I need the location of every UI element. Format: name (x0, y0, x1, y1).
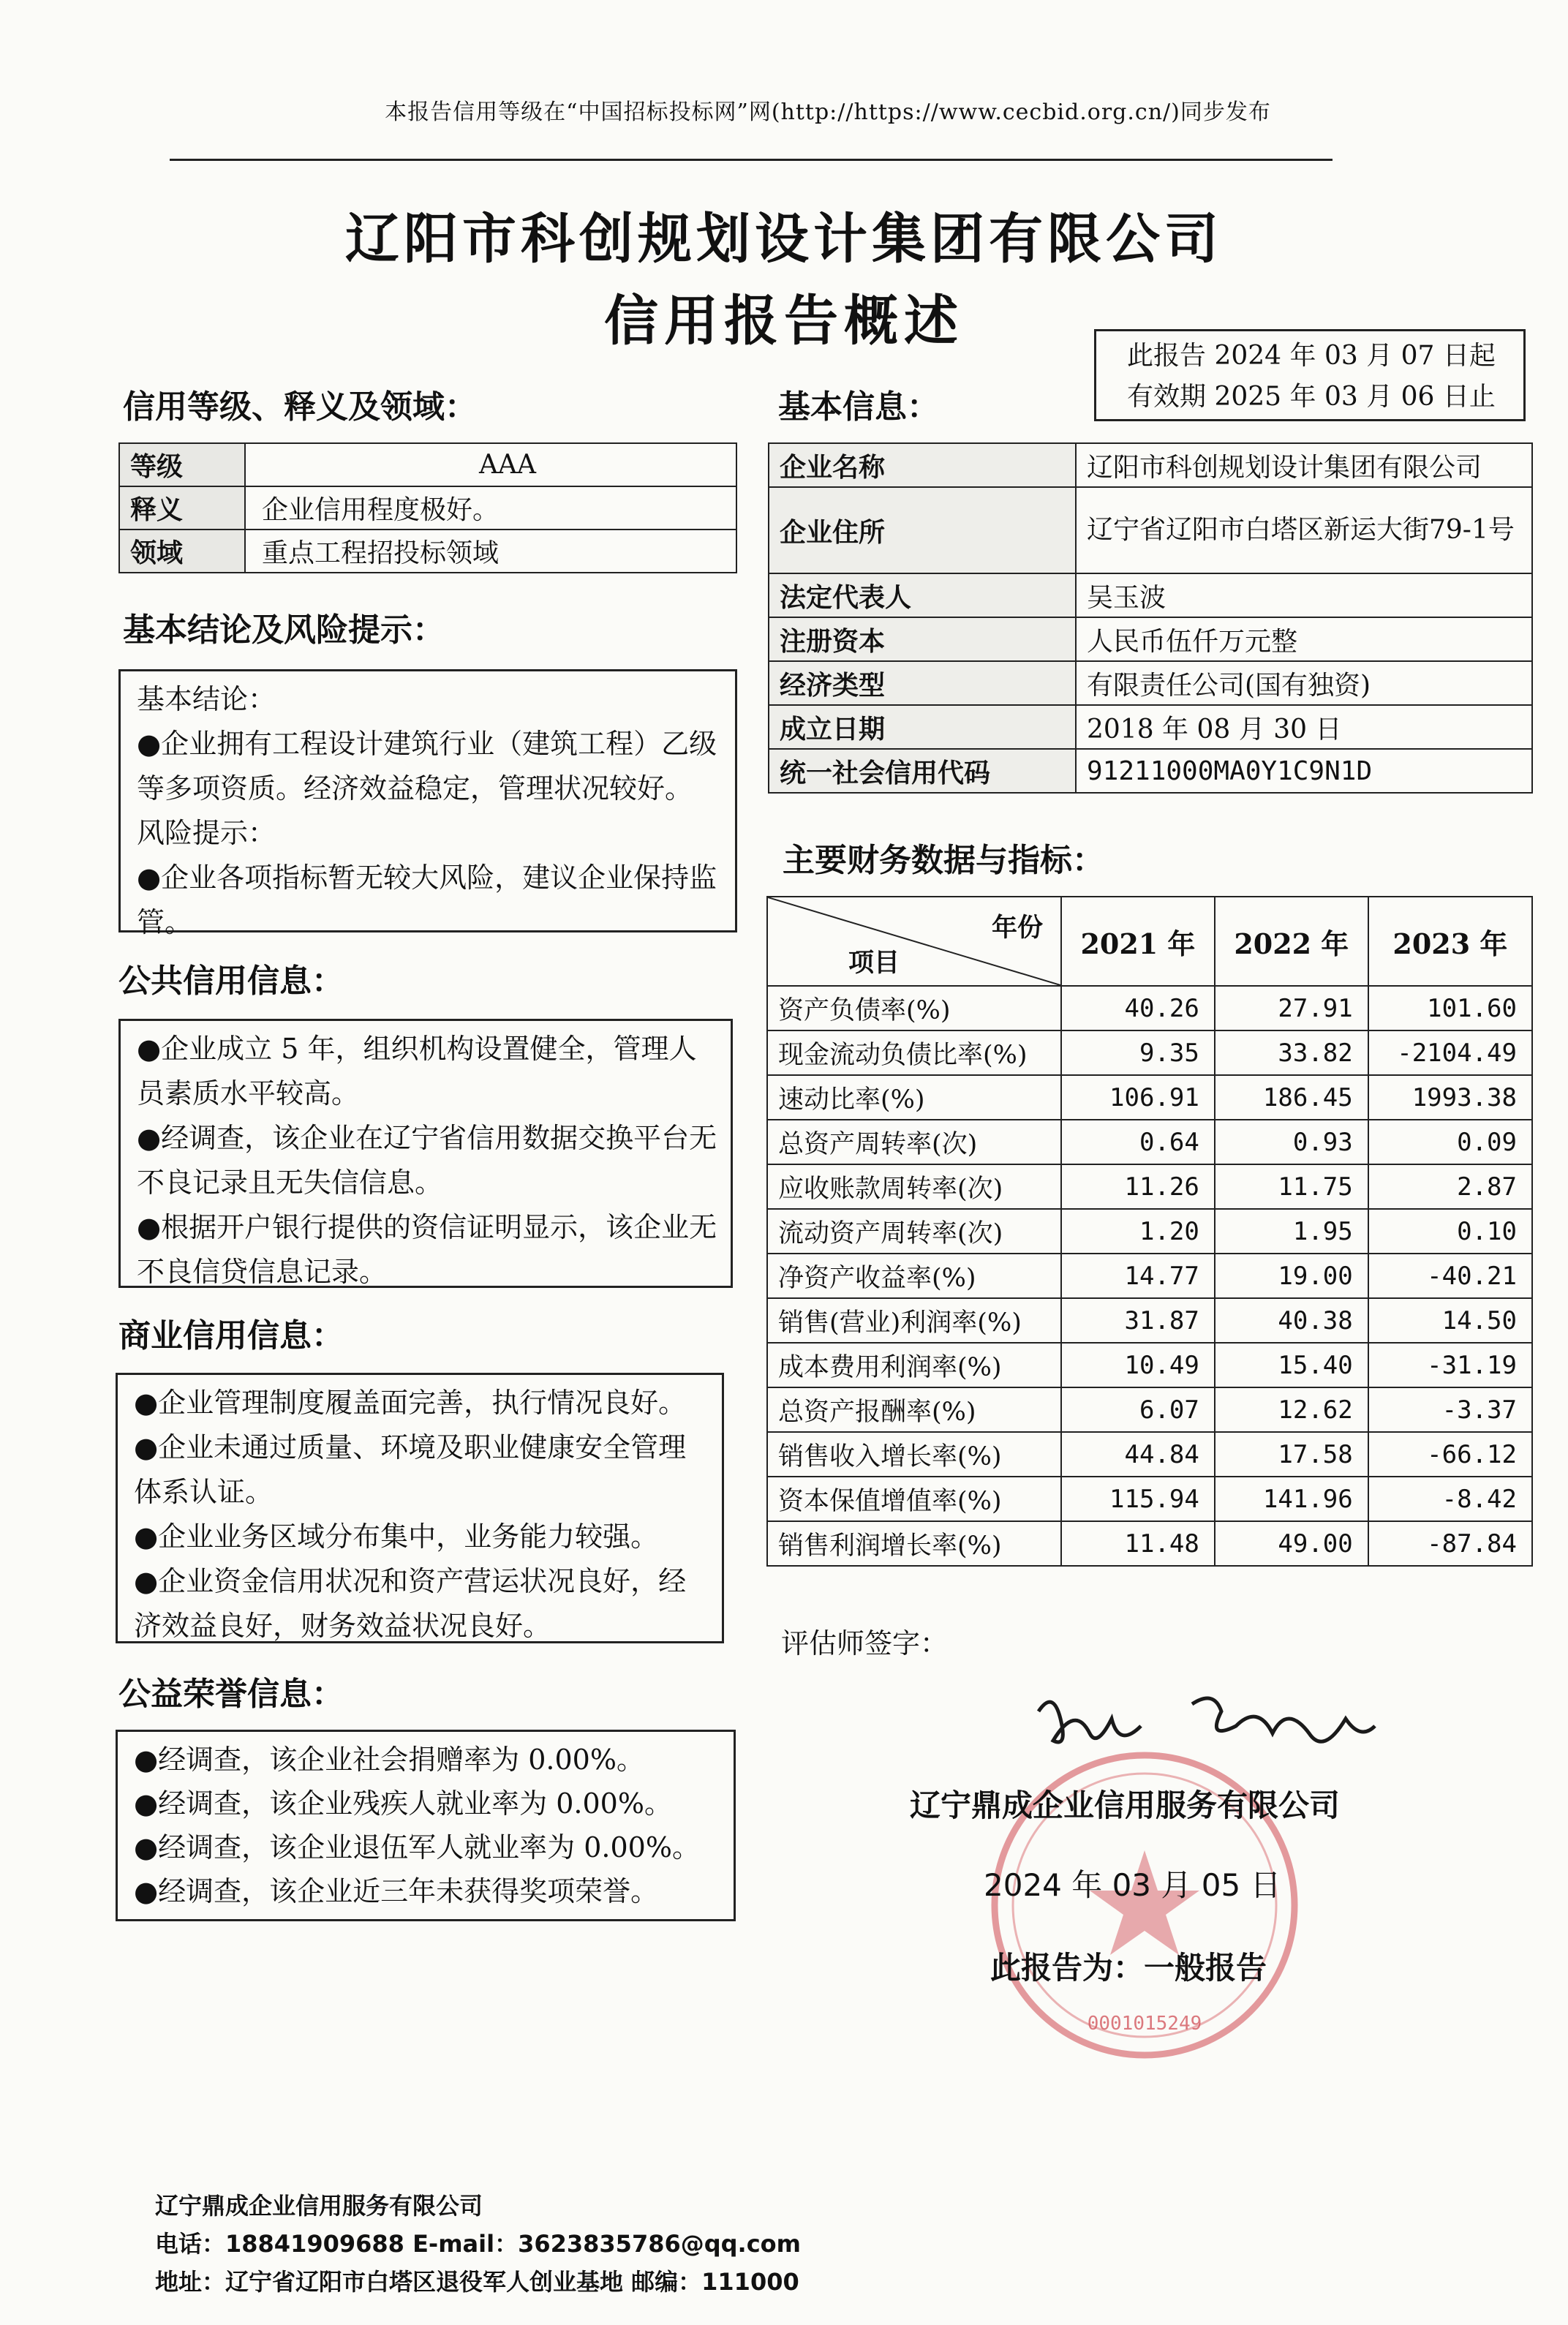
list-item: ●企业业务区域分布集中，业务能力较强。 (134, 1521, 659, 1553)
indicator-value: -3.37 (1368, 1387, 1532, 1432)
indicator-value: 1.20 (1061, 1209, 1215, 1254)
header-divider (170, 159, 1333, 161)
indicator-name: 速动比率(%) (767, 1075, 1061, 1120)
indicator-value: 33.82 (1215, 1030, 1368, 1075)
risk-heading: 风险提示： (137, 817, 276, 849)
finance-table (766, 896, 1533, 1567)
footer-contact: 电话：18841909688 E-mail：3623835786@qq.com (155, 2230, 802, 2258)
indicator-name: 销售利润增长率(%) (767, 1521, 1061, 1566)
indicator-value: 10.49 (1061, 1343, 1215, 1387)
table-row (767, 1209, 1532, 1254)
indicator-value: -66.12 (1368, 1432, 1532, 1477)
indicator-value: 44.84 (1061, 1432, 1215, 1477)
list-item: ●经调查，该企业残疾人就业率为 0.00%。 (134, 1787, 672, 1820)
footer (155, 2187, 801, 2301)
year-header: 2022 年 (1215, 897, 1368, 986)
table-row (767, 1477, 1532, 1521)
indicator-value: 0.09 (1368, 1120, 1532, 1164)
table-row (767, 1254, 1532, 1298)
table-row (767, 1432, 1532, 1477)
list-item: ●企业资金信用状况和资产营运状况良好，经济效益良好，财务效益状况良好。 (134, 1565, 687, 1642)
domain-value: 重点工程招投标领域 (245, 530, 736, 573)
indicator-value: 11.75 (1215, 1164, 1368, 1209)
indicator-name: 净资产收益率(%) (767, 1254, 1061, 1298)
section-rating-heading: 信用等级、释义及领域： (123, 388, 477, 426)
conclusion-box (118, 669, 737, 938)
indicator-value: 0.10 (1368, 1209, 1532, 1254)
table-row (767, 1120, 1532, 1164)
table-row (769, 617, 1532, 661)
table-row (767, 1164, 1532, 1209)
section-charity-heading: 公益荣誉信息： (118, 1676, 344, 1713)
indicator-value: 0.64 (1061, 1120, 1215, 1164)
indicator-value: 0.93 (1215, 1120, 1368, 1164)
table-row (767, 1521, 1532, 1566)
cell-value: 有限责任公司(国有独资) (1076, 661, 1532, 705)
indicator-value: -40.21 (1368, 1254, 1532, 1298)
indicator-value: -31.19 (1368, 1343, 1532, 1387)
conclusion-item: ●企业拥有工程设计建筑行业（建筑工程）乙级等多项资质。经济效益稳定，管理状况较好。 (137, 728, 717, 804)
indicator-name: 成本费用利润率(%) (767, 1343, 1061, 1387)
validity-start: 此报告 2024 年 03 月 07 日起 (1127, 341, 1496, 371)
public-box (118, 1019, 733, 1288)
indicator-value: 15.40 (1215, 1343, 1368, 1387)
table-row (769, 749, 1532, 793)
cell-value: 91211000MA0Y1C9N1D (1076, 749, 1532, 793)
list-item: ●经调查，该企业近三年未获得奖项荣誉。 (134, 1875, 659, 1907)
section-business-heading: 商业信用信息： (118, 1317, 344, 1354)
indicator-value: 27.91 (1215, 986, 1368, 1030)
indicator-name: 流动资产周转率(次) (767, 1209, 1061, 1254)
list-item: ●企业未通过质量、环境及职业健康安全管理体系认证。 (134, 1431, 687, 1508)
rating-table (118, 442, 737, 573)
basic-info-table (768, 442, 1533, 794)
conclusion-heading: 基本结论： (137, 683, 276, 715)
indicator-value: 1993.38 (1368, 1075, 1532, 1120)
report-type: 此报告为：一般报告 (990, 1950, 1267, 1986)
list-item: ●经调查，该企业在辽宁省信用数据交换平台无不良记录且无失信信息。 (137, 1122, 717, 1199)
indicator-name: 资本保值增值率(%) (767, 1477, 1061, 1521)
footer-company: 辽宁鼎成企业信用服务有限公司 (155, 2192, 483, 2220)
report-title: 信用报告概述 (604, 290, 964, 353)
table-row (767, 1030, 1532, 1075)
table-row (769, 487, 1532, 573)
meaning-value: 企业信用程度极好。 (245, 486, 736, 530)
corner-item-label: 项目 (848, 948, 900, 978)
indicator-value: 19.00 (1215, 1254, 1368, 1298)
cell-value: 吴玉波 (1076, 573, 1532, 617)
section-conclusion-heading: 基本结论及风险提示： (123, 611, 445, 649)
cell-label: 统一社会信用代码 (769, 749, 1076, 793)
indicator-value: 101.60 (1368, 986, 1532, 1030)
table-row (119, 443, 736, 486)
cell-value: 辽宁省辽阳市白塔区新运大街79-1号 (1076, 487, 1532, 573)
cell-value: 辽阳市科创规划设计集团有限公司 (1076, 443, 1532, 487)
cell-label: 法定代表人 (769, 573, 1076, 617)
table-row (769, 573, 1532, 617)
corner-year-label: 年份 (991, 913, 1043, 943)
stamp-number: 0001015249 (1087, 2013, 1202, 2035)
risk-item: ●企业各项指标暂无较大风险，建议企业保持监管。 (137, 862, 717, 938)
indicator-value: 31.87 (1061, 1298, 1215, 1343)
table-row (769, 443, 1532, 487)
indicator-value: 1.95 (1215, 1209, 1368, 1254)
cell-label: 企业名称 (769, 443, 1076, 487)
indicator-value: 115.94 (1061, 1477, 1215, 1521)
indicator-value: 40.38 (1215, 1298, 1368, 1343)
indicator-value: 40.26 (1061, 986, 1215, 1030)
indicator-value: 6.07 (1061, 1387, 1215, 1432)
cell-label: 经济类型 (769, 661, 1076, 705)
indicator-name: 应收账款周转率(次) (767, 1164, 1061, 1209)
indicator-value: 11.26 (1061, 1164, 1215, 1209)
year-header: 2021 年 (1061, 897, 1215, 986)
charity-box (116, 1730, 736, 1921)
indicator-value: 14.50 (1368, 1298, 1532, 1343)
cell-label: 企业住所 (769, 487, 1076, 573)
validity-box (1094, 329, 1526, 421)
table-row (767, 1343, 1532, 1387)
list-item: ●企业成立 5 年，组织机构设置健全，管理人员素质水平较高。 (137, 1033, 697, 1109)
indicator-name: 总资产周转率(次) (767, 1120, 1061, 1164)
table-row (119, 486, 736, 530)
indicator-value: 12.62 (1215, 1387, 1368, 1432)
cell-label: 成立日期 (769, 705, 1076, 749)
indicator-value: 141.96 (1215, 1477, 1368, 1521)
business-box (116, 1373, 724, 1643)
header-note: 本报告信用等级在“中国招标投标网”网(http://https://www.cecbid.org.cn/)同步发布 (385, 99, 1271, 125)
indicator-value: 11.48 (1061, 1521, 1215, 1566)
issuer-company: 辽宁鼎成企业信用服务有限公司 (910, 1787, 1341, 1823)
assessor-signature-label: 评估师签字： (781, 1627, 949, 1659)
indicator-name: 总资产报酬率(%) (767, 1387, 1061, 1432)
validity-end: 有效期 2025 年 03 月 06 日止 (1127, 382, 1496, 412)
corner-cell (767, 897, 1061, 986)
cell-value: 人民币伍仟万元整 (1076, 617, 1532, 661)
table-row (769, 705, 1532, 749)
indicator-name: 销售(营业)利润率(%) (767, 1298, 1061, 1343)
table-row (769, 661, 1532, 705)
list-item: ●根据开户银行提供的资信证明显示，该企业无不良信贷信息记录。 (137, 1211, 717, 1288)
table-row (767, 1298, 1532, 1343)
table-header-row (767, 897, 1532, 986)
indicator-value: -87.84 (1368, 1521, 1532, 1566)
indicator-value: 2.87 (1368, 1164, 1532, 1209)
indicator-value: -2104.49 (1368, 1030, 1532, 1075)
issue-date: 2024 年 03 月 05 日 (984, 1867, 1281, 1903)
meaning-label: 释义 (119, 486, 245, 530)
company-title: 辽阳市科创规划设计集团有限公司 (345, 208, 1223, 271)
indicator-value: 14.77 (1061, 1254, 1215, 1298)
section-public-heading: 公共信用信息： (118, 962, 344, 1000)
indicator-value: 106.91 (1061, 1075, 1215, 1120)
rating-label: 等级 (119, 443, 245, 486)
list-item: ●经调查，该企业退伍军人就业率为 0.00%。 (134, 1831, 700, 1864)
indicator-name: 资产负债率(%) (767, 986, 1061, 1030)
indicator-value: 9.35 (1061, 1030, 1215, 1075)
indicator-value: 17.58 (1215, 1432, 1368, 1477)
section-finance-heading: 主要财务数据与指标： (783, 842, 1104, 879)
table-row (767, 1387, 1532, 1432)
year-header: 2023 年 (1368, 897, 1532, 986)
table-row (767, 986, 1532, 1030)
list-item: ●企业管理制度履盖面完善，执行情况良好。 (134, 1387, 687, 1419)
cell-value: 2018 年 08 月 30 日 (1076, 705, 1532, 749)
footer-address: 地址：辽宁省辽阳市白塔区退役军人创业基地 邮编：111000 (155, 2268, 799, 2296)
indicator-value: -8.42 (1368, 1477, 1532, 1521)
section-basic-heading: 基本信息： (778, 388, 939, 426)
indicator-value: 49.00 (1215, 1521, 1368, 1566)
list-item: ●经调查，该企业社会捐赠率为 0.00%。 (134, 1744, 644, 1776)
rating-value: AAA (245, 443, 736, 486)
cell-label: 注册资本 (769, 617, 1076, 661)
domain-label: 领域 (119, 530, 245, 573)
indicator-name: 销售收入增长率(%) (767, 1432, 1061, 1477)
indicator-value: 186.45 (1215, 1075, 1368, 1120)
table-row (767, 1075, 1532, 1120)
indicator-name: 现金流动负债比率(%) (767, 1030, 1061, 1075)
table-row (119, 530, 736, 573)
